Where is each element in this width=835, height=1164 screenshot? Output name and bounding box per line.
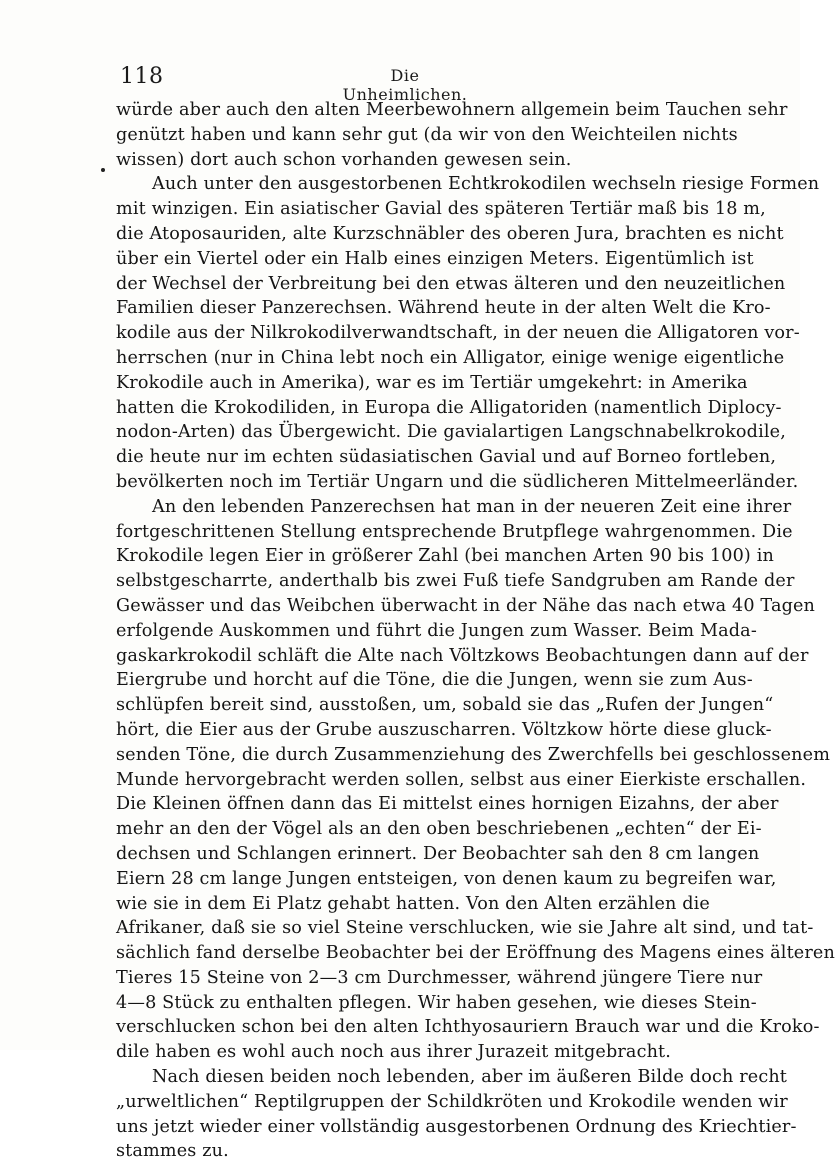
text-line: dechsen und Schlangen erinnert. Der Beobachter sah den 8 cm langen [116,843,760,864]
running-head: Die Unheimlichen. [342,66,468,104]
text-line: Die Kleinen öffnen dann das Ei mittelst eines hornigen Eizahns, der aber [116,794,779,815]
text-line: senden Töne, die durch Zusammenziehung des Zwerchfells bei geschlossenem [116,744,831,765]
text-line: gaskarkrokodil schläft die Alte nach Völtzkows Beobachtungen dann auf der [116,645,809,666]
text-line: Eiergrube und horcht auf die Töne, die die Jungen, wenn sie zum Aus- [116,670,753,691]
text-line: genützt haben und kann sehr gut (da wir von den Weichteilen nichts [116,124,738,145]
text-line: Krokodile auch in Amerika), war es im Tertiär umgekehrt: in Amerika [116,372,748,393]
text-line: Familien dieser Panzerechsen. Während heute in der alten Welt die Kro- [116,298,771,319]
text-line: kodile aus der Nilkrokodilverwandtschaft, in der neuen die Alligatoren vor- [116,323,800,344]
text-line: An den lebenden Panzerechsen hat man in der neueren Zeit eine ihrer [152,496,792,517]
text-line: die Atoposauriden, alte Kurzschnäbler des oberen Jura, brachten es nicht [116,223,784,244]
page-header [120,60,680,104]
text-line: nodon-Arten) das Übergewicht. Die gavialartigen Langschnabelkrokodile, [116,422,786,443]
text-line: selbstgescharrte, anderthalb bis zwei Fuß tiefe Sandgruben am Rande der [116,571,795,592]
text-line: wie sie in dem Ei Platz gehabt hatten. Von den Alten erzählen die [116,893,710,914]
text-line: Afrikaner, daß sie so viel Steine verschlucken, wie sie Jahre alt sind, und tat- [116,918,814,939]
text-line: mit winzigen. Ein asiatischer Gavial des späteren Tertiär maß bis 18 m, [116,199,766,220]
text-line: würde aber auch den alten Meerbewohnern allgemein beim Tauchen sehr [116,100,788,120]
text-line: der Wechsel der Verbreitung bei den etwas älteren und den neuzeitlichen [116,273,786,294]
body-text [116,98,835,1164]
text-line: Krokodile legen Eier in größerer Zahl (bei manchen Arten 90 bis 100) in [116,546,774,567]
text-line: sächlich fand derselbe Beobachter bei der Eröffnung des Magens eines älteren [116,943,835,964]
text-line: Tieres 15 Steine von 2—3 cm Durchmesser, während jüngere Tiere nur [116,967,763,988]
text-line: Eiern 28 cm lange Jungen entsteigen, von denen kaum zu begreifen war, [116,868,777,889]
text-line: Auch unter den ausgestorbenen Echtkrokodilen wechseln riesige Formen [152,174,820,195]
text-line: erfolgende Auskommen und führt die Jungen zum Wasser. Beim Mada- [116,620,757,641]
text-line: hört, die Eier aus der Grube auszuscharren. Völtzkow hörte diese gluck- [116,719,772,740]
text-line: stammes zu. [116,1141,229,1162]
text-line: verschlucken schon bei den alten Ichthyosauriern Brauch war und die Kroko- [116,1017,820,1038]
text-line: mehr an den der Vögel als an den oben beschriebenen „echten“ der Ei- [116,819,762,840]
text-line: „urweltlichen“ Reptilgruppen der Schildkröten und Krokodile wenden wir [116,1091,788,1112]
margin-mark [101,168,105,172]
text-line: Gewässer und das Weibchen überwacht in der Nähe das nach etwa 40 Tagen [116,595,816,616]
text-line: uns jetzt wieder einer vollständig ausgestorbenen Ordnung des Kriechtier- [116,1116,797,1137]
text-line: hatten die Krokodiliden, in Europa die Alligatoriden (namentlich Diplocy- [116,397,782,418]
page-number: 118 [120,64,164,89]
text-line: wissen) dort auch schon vorhanden gewesen sein. [116,149,572,170]
text-line: bevölkerten noch im Tertiär Ungarn und die südlicheren Mittelmeerländer. [116,471,799,492]
text-line: Munde hervorgebracht werden sollen, selbst aus einer Eierkiste erschallen. [116,769,807,790]
text-line: fortgeschrittenen Stellung entsprechende Brutpflege wahrgenommen. Die [116,521,793,542]
text-line: Nach diesen beiden noch lebenden, aber im äußeren Bilde doch recht [152,1067,788,1088]
text-line: herrschen (nur in China lebt noch ein Alligator, einige wenige eigentliche [116,347,785,368]
text-line: 4—8 Stück zu enthalten pflegen. Wir haben gesehen, wie dieses Stein- [116,992,757,1013]
text-line: schlüpfen bereit sind, ausstoßen, um, sobald sie das „Rufen der Jungen“ [116,695,774,716]
text-line: dile haben es wohl auch noch aus ihrer Jurazeit mitgebracht. [116,1042,672,1063]
text-line: die heute nur im echten südasiatischen Gavial und auf Borneo fortleben, [116,447,777,468]
text-line: über ein Viertel oder ein Halb eines einzigen Meters. Eigentümlich ist [116,248,754,269]
